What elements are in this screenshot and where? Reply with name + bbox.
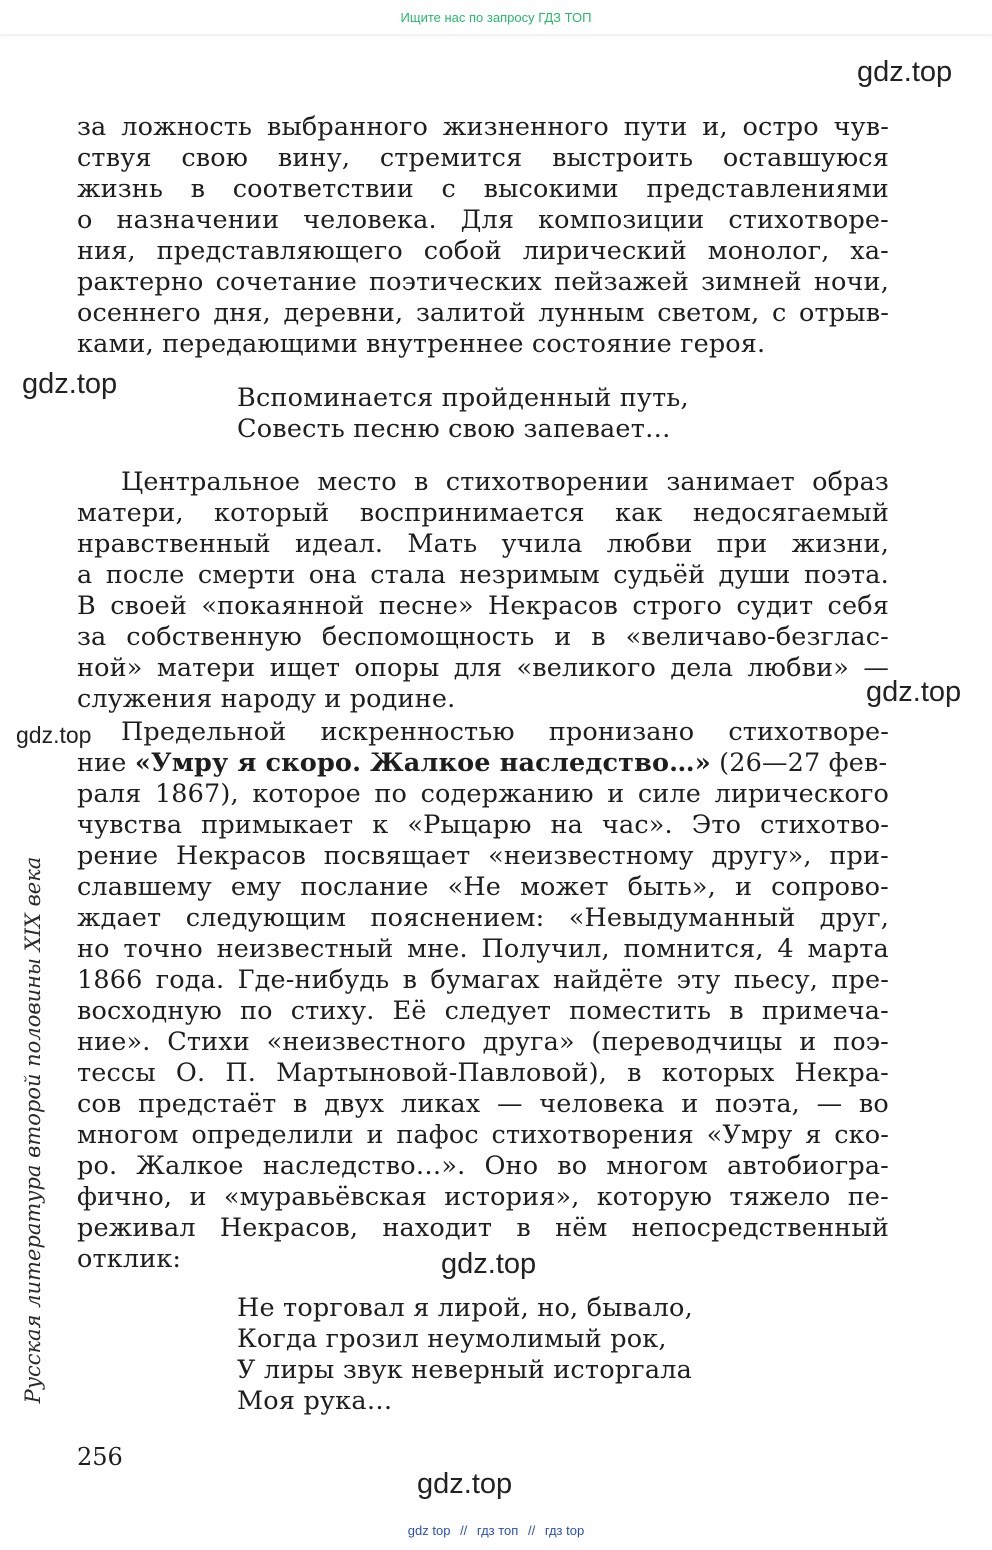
word: ха- xyxy=(850,236,889,266)
word: во xyxy=(858,1089,889,1119)
footer-separator: // xyxy=(527,1523,536,1538)
word: пейзажей xyxy=(554,267,689,297)
word: представляющего xyxy=(156,236,403,266)
word: соответствии xyxy=(232,174,414,204)
word: и xyxy=(799,1027,817,1057)
word: воспринимается xyxy=(359,498,585,528)
word: О. xyxy=(175,1058,206,1088)
word: пронизано xyxy=(548,717,695,747)
word: поэ- xyxy=(833,1027,889,1057)
word: незримым xyxy=(459,560,600,590)
word: реживал xyxy=(77,1213,196,1243)
word: Некрасов, xyxy=(219,1213,359,1243)
word: в xyxy=(402,965,418,995)
footer-link[interactable]: гдз топ xyxy=(476,1523,519,1538)
footer-link[interactable]: гдз top xyxy=(544,1523,585,1538)
word: свою xyxy=(181,143,249,173)
word: другу», xyxy=(711,841,812,871)
word: стихотворении xyxy=(445,467,650,497)
word: сопрово- xyxy=(771,872,889,902)
word: час». xyxy=(601,810,673,840)
word: как xyxy=(615,498,663,528)
word: своей xyxy=(110,591,188,621)
text-line xyxy=(77,591,889,622)
word: судьёй xyxy=(613,560,706,590)
text-line xyxy=(77,779,889,810)
word: беспомощность xyxy=(321,622,535,652)
word: вину, xyxy=(277,143,351,173)
word: Мать xyxy=(407,529,478,559)
word: Центральное xyxy=(121,467,301,497)
word: при xyxy=(716,529,768,559)
text-line xyxy=(77,529,889,560)
word: Некра- xyxy=(794,1058,889,1088)
word: но xyxy=(77,934,110,964)
word: друг, xyxy=(819,903,889,933)
word: года. xyxy=(155,965,225,995)
word: по xyxy=(374,779,408,809)
word: «Не xyxy=(447,872,502,902)
word: найдёте xyxy=(553,965,664,995)
text-fragment: (26—27 фев- xyxy=(719,748,888,778)
word: может xyxy=(520,872,609,902)
top-banner xyxy=(0,0,992,34)
word: образ xyxy=(812,467,889,497)
word: послание xyxy=(300,872,429,902)
text-line xyxy=(77,560,889,591)
word: ложность xyxy=(121,112,253,142)
word: восходную xyxy=(77,996,222,1026)
verse-line: Совесть песню свою запевает… xyxy=(237,414,671,444)
word: песне» xyxy=(378,591,474,621)
word: жизненного xyxy=(442,112,609,142)
word: и xyxy=(366,1120,384,1150)
word: Её xyxy=(392,996,427,1026)
word: после xyxy=(105,560,185,590)
watermark-bottom: gdz.top xyxy=(417,1468,513,1500)
word: место xyxy=(317,467,397,497)
word: автобиогра- xyxy=(727,1151,889,1181)
word: в xyxy=(414,467,429,497)
word: пе- xyxy=(847,1182,889,1212)
word: славшему xyxy=(77,872,212,902)
word: «Умру xyxy=(706,1120,793,1150)
word: наследство…». xyxy=(262,1151,466,1181)
word: предстаёт xyxy=(138,1089,277,1119)
word: «Рыцарю xyxy=(407,810,532,840)
word: высокими xyxy=(483,174,619,204)
word: композиции xyxy=(538,205,705,235)
word: примеча- xyxy=(761,996,889,1026)
text-line xyxy=(121,717,889,748)
word: жизнь xyxy=(77,174,163,204)
word: рактерно xyxy=(77,267,204,297)
text-line xyxy=(77,298,889,329)
word: Где-нибудь xyxy=(237,965,390,995)
word: и xyxy=(734,872,753,902)
word: матери, xyxy=(77,498,184,528)
word: фично, xyxy=(77,1182,173,1212)
word: стихотворения xyxy=(491,1120,694,1150)
word: ночи, xyxy=(813,267,889,297)
text-line xyxy=(77,965,889,996)
word: во xyxy=(557,1151,588,1181)
text-line xyxy=(77,112,889,143)
word: пафос xyxy=(396,1120,479,1150)
word: которых xyxy=(661,1058,775,1088)
text-line xyxy=(77,653,889,684)
word: ско- xyxy=(834,1120,889,1150)
word: посвящает xyxy=(323,841,471,871)
word: сочетание xyxy=(215,267,357,297)
text-line-with-title xyxy=(77,748,889,779)
word: занимает xyxy=(666,467,795,497)
word: в xyxy=(729,996,744,1026)
text-fragment: ние xyxy=(77,748,127,778)
word: Некрасов xyxy=(176,841,307,871)
word: — xyxy=(816,1089,843,1119)
word: чув- xyxy=(833,112,889,142)
word: собой xyxy=(423,236,502,266)
word: и, xyxy=(702,112,728,142)
word: которую xyxy=(596,1182,713,1212)
word: недосягаемый xyxy=(692,498,889,528)
word: выстроить xyxy=(552,143,694,173)
word: зимней xyxy=(701,267,802,297)
word: следующим xyxy=(185,903,347,933)
text-line xyxy=(77,1151,889,1182)
word: я xyxy=(805,1120,822,1150)
word: смерти xyxy=(197,560,296,590)
word: ищет xyxy=(269,653,341,683)
word: ждает xyxy=(77,903,162,933)
word: залитой xyxy=(415,298,526,328)
word: «муравьёвская xyxy=(223,1182,427,1212)
word: пути xyxy=(623,112,688,142)
text-line xyxy=(77,622,889,653)
word: за xyxy=(77,112,107,142)
word: поэтических xyxy=(369,267,542,297)
word: ной» xyxy=(77,653,143,683)
watermark-left-1: gdz.top xyxy=(22,368,118,400)
word: друга» xyxy=(482,1027,575,1057)
word: чувства xyxy=(77,810,183,840)
word: в xyxy=(627,1058,642,1088)
word: стиху. xyxy=(290,996,375,1026)
word: двух xyxy=(324,1089,385,1119)
word: пьесу, xyxy=(733,965,819,995)
word: ния, xyxy=(77,236,136,266)
word: Стихи xyxy=(167,1027,250,1057)
word: идеал. xyxy=(294,529,384,559)
word: определили xyxy=(191,1120,354,1150)
word: марта xyxy=(807,934,889,964)
verse-line: Вспоминается пройденный путь, xyxy=(237,383,689,413)
word: 4 xyxy=(777,934,794,964)
text-line xyxy=(77,236,889,267)
word: ние». xyxy=(77,1027,151,1057)
word: лирического xyxy=(714,779,889,809)
word: «Невыдуманный xyxy=(568,903,796,933)
word: строго xyxy=(632,591,723,621)
word: рение xyxy=(77,841,159,871)
word: с xyxy=(772,298,787,328)
word: Жалкое xyxy=(136,1151,244,1181)
footer-separator: // xyxy=(460,1523,468,1538)
text-line xyxy=(77,498,889,529)
word: дня, xyxy=(213,298,271,328)
word: история», xyxy=(444,1182,580,1212)
word: содержанию xyxy=(420,779,594,809)
text-line xyxy=(77,996,889,1027)
word: любви» xyxy=(747,653,850,683)
word: стала xyxy=(370,560,446,590)
word: В xyxy=(77,591,96,621)
word: монолог, xyxy=(707,236,830,266)
word: о xyxy=(77,205,93,235)
word: «великого xyxy=(516,653,657,683)
word: (переводчицы xyxy=(591,1027,783,1057)
text-line: служения народу и родине. xyxy=(77,684,456,714)
text-line xyxy=(77,205,889,236)
word: поэта. xyxy=(803,560,889,590)
word: ликах xyxy=(400,1089,481,1119)
word: бумагах xyxy=(430,965,540,995)
word: собственную xyxy=(126,622,302,652)
text-line xyxy=(77,1182,889,1213)
watermark-top-right: gdz.top xyxy=(857,56,953,88)
word: остро xyxy=(742,112,819,142)
word: сов xyxy=(77,1089,122,1119)
word: на xyxy=(550,810,583,840)
word: любви xyxy=(606,529,693,559)
word: — xyxy=(863,653,889,683)
word: жизни, xyxy=(791,529,889,559)
word: эту xyxy=(676,965,721,995)
word: в xyxy=(190,174,206,204)
word: лирический xyxy=(522,236,687,266)
text-line xyxy=(77,872,889,903)
word: в xyxy=(591,622,606,652)
word: стихотворе- xyxy=(728,717,889,747)
word: многом xyxy=(606,1151,708,1181)
word: Это xyxy=(691,810,742,840)
verse-line: Моя рука… xyxy=(237,1386,393,1416)
word: мне. xyxy=(407,934,468,964)
word: в xyxy=(293,1089,308,1119)
word: при- xyxy=(829,841,889,871)
poem-title: «Умру я скоро. Жалкое наследство…» xyxy=(134,748,711,778)
word: души xyxy=(718,560,791,590)
text-line xyxy=(77,267,889,298)
page-number: 256 xyxy=(77,1443,123,1471)
word: и xyxy=(681,1089,699,1119)
word: а xyxy=(77,560,93,590)
word: и xyxy=(189,1182,207,1212)
footer-links xyxy=(0,1523,992,1538)
word: опоры xyxy=(354,653,440,683)
word: «неизвестного xyxy=(266,1027,467,1057)
word: отрыв- xyxy=(799,298,889,328)
word: «величаво-безглас- xyxy=(625,622,889,652)
word: она xyxy=(308,560,357,590)
text-line xyxy=(77,1058,889,1089)
word: в xyxy=(516,1213,531,1243)
text-line xyxy=(77,174,889,205)
word: оставшуюся xyxy=(722,143,889,173)
verse-line: Когда грозил неумолимый рок, xyxy=(237,1324,667,1354)
word: Предельной xyxy=(121,717,287,747)
word: лунным xyxy=(538,298,645,328)
word: искренностью xyxy=(320,717,515,747)
word: находит xyxy=(382,1213,493,1243)
word: ему xyxy=(230,872,282,902)
word: — xyxy=(496,1089,523,1119)
watermark-right-mid: gdz.top xyxy=(866,676,962,708)
word: деревни, xyxy=(283,298,404,328)
text-line: отклик: xyxy=(77,1244,182,1274)
word: и xyxy=(607,779,625,809)
word: ствуя xyxy=(77,143,152,173)
word: учила xyxy=(501,529,583,559)
word: пре- xyxy=(831,965,889,995)
word: стремится xyxy=(379,143,523,173)
word: Получил, xyxy=(481,934,610,964)
watermark-center: gdz.top xyxy=(441,1248,537,1280)
word: светом, xyxy=(657,298,760,328)
word: поэта, xyxy=(714,1089,800,1119)
word: матери xyxy=(156,653,256,683)
word: «неизвестному xyxy=(488,841,694,871)
text-line xyxy=(77,934,889,965)
word: непосредственный xyxy=(631,1213,889,1243)
word: выбранного xyxy=(266,112,429,142)
word: быть», xyxy=(627,872,716,902)
word: по xyxy=(240,996,273,1026)
word: человека xyxy=(539,1089,665,1119)
word: себя xyxy=(827,591,889,621)
text-line xyxy=(77,810,889,841)
word: «покаянной xyxy=(201,591,365,621)
word: Мартыновой-Павловой), xyxy=(276,1058,608,1088)
word: раля xyxy=(77,779,142,809)
text-line: ками, передающими внутреннее состояние героя. xyxy=(77,329,766,359)
word: примыкает xyxy=(201,810,354,840)
verse-line: Не торговал я лирой, но, бывало, xyxy=(237,1293,693,1323)
word: с xyxy=(441,174,456,204)
word: дела xyxy=(670,653,734,683)
word: следует xyxy=(444,996,552,1026)
verse-line: У лиры звук неверный исторгала xyxy=(237,1355,693,1385)
text-line xyxy=(77,1120,889,1151)
text-line xyxy=(77,1213,889,1244)
word: ро. xyxy=(77,1151,118,1181)
word: которое xyxy=(252,779,361,809)
word: Для xyxy=(460,205,515,235)
side-running-title: Русская литература второй половины XIX века xyxy=(21,856,45,1404)
word: П. xyxy=(225,1058,256,1088)
word: 1867), xyxy=(154,779,239,809)
word: тяжело xyxy=(729,1182,831,1212)
word: точно xyxy=(123,934,203,964)
word: многом xyxy=(77,1120,179,1150)
text-line xyxy=(77,841,889,872)
word: тессы xyxy=(77,1058,156,1088)
word: Оно xyxy=(484,1151,539,1181)
word: судит xyxy=(736,591,814,621)
word: нравственный xyxy=(77,529,271,559)
word: за xyxy=(77,622,107,652)
word: помнится, xyxy=(623,934,764,964)
text-line xyxy=(77,1027,889,1058)
word: неизвестный xyxy=(216,934,394,964)
text-line xyxy=(121,467,889,498)
text-line xyxy=(77,1089,889,1120)
word: к xyxy=(372,810,389,840)
word: нём xyxy=(555,1213,608,1243)
word: для xyxy=(453,653,503,683)
word: человека. xyxy=(303,205,437,235)
text-line xyxy=(77,143,889,174)
word: назначении xyxy=(116,205,280,235)
text-line xyxy=(77,903,889,934)
word: 1866 xyxy=(77,965,143,995)
top-banner-link[interactable]: Ищите нас по запросу ГДЗ ТОП xyxy=(400,9,592,25)
watermark-left-2: gdz.top xyxy=(16,722,92,748)
word: осеннего xyxy=(77,298,201,328)
word: силе xyxy=(637,779,702,809)
footer-link[interactable]: gdz top xyxy=(407,1523,451,1538)
word: представлениями xyxy=(646,174,889,204)
word: стихотворе- xyxy=(728,205,889,235)
word: стихотво- xyxy=(760,810,889,840)
word: поместить xyxy=(569,996,712,1026)
word: и xyxy=(554,622,572,652)
word: который xyxy=(214,498,330,528)
word: Некрасов xyxy=(488,591,619,621)
word: пояснением: xyxy=(370,903,545,933)
